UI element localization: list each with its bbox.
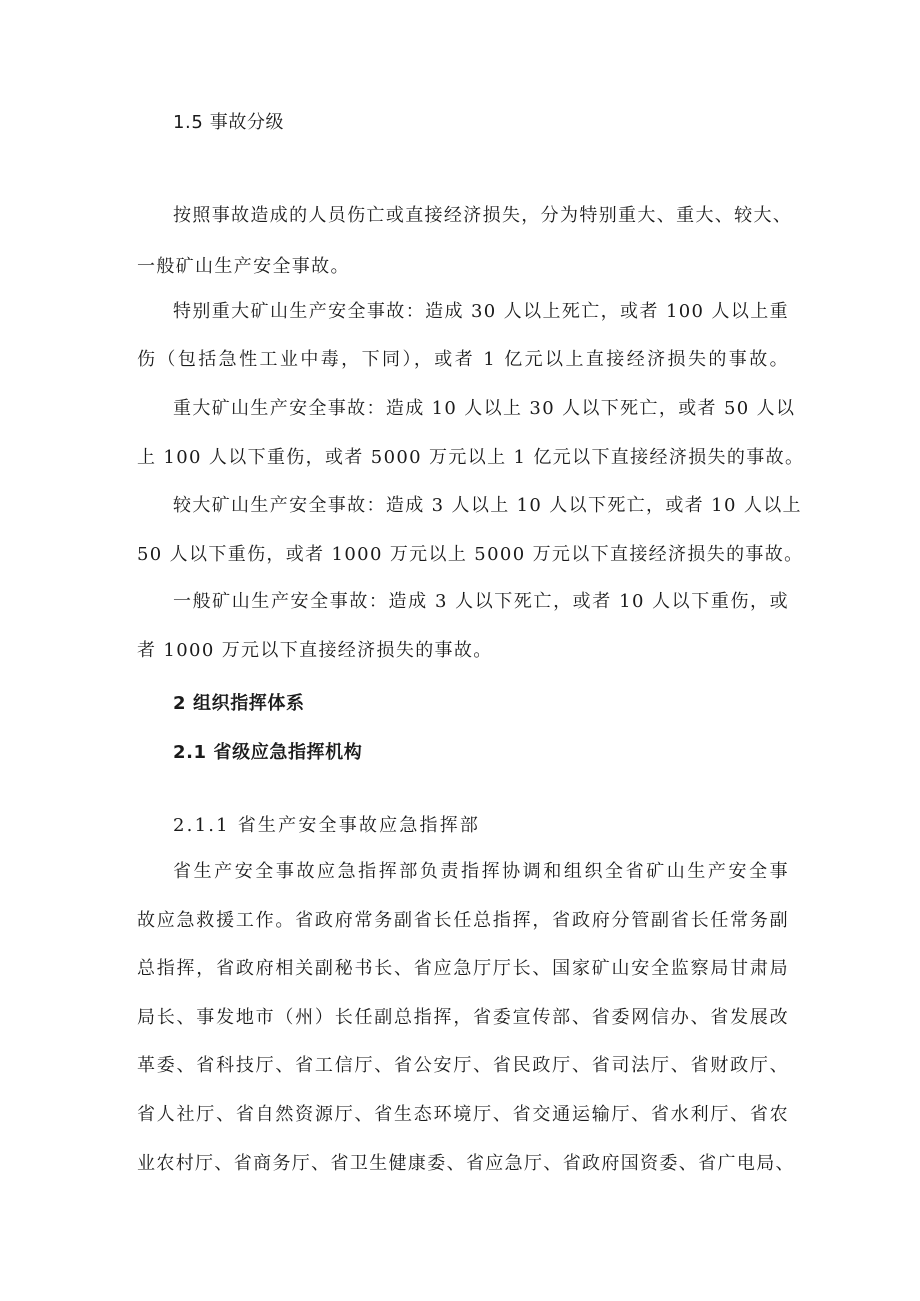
- paragraph-line: 者 1000 万元以下直接经济损失的事故。: [137, 640, 493, 661]
- paragraph-line: 按照事故造成的人员伤亡或直接经济损失，分为特别重大、重大、较大、: [173, 205, 793, 226]
- paragraph-line: 较大矿山生产安全事故：造成 3 人以上 10 人以下死亡，或者 10 人以上: [173, 495, 802, 516]
- heading-1-5: 1.5 事故分级: [173, 112, 285, 133]
- paragraph-line: 局长、事发地市（州）长任副总指挥，省委宣传部、省委网信办、省发展改: [137, 1007, 789, 1028]
- heading-2: 2 组织指挥体系: [173, 693, 305, 714]
- paragraph-line: 故应急救援工作。省政府常务副省长任总指挥，省政府分管副省长任常务副: [137, 910, 789, 931]
- paragraph-line: 省人社厅、省自然资源厅、省生态环境厅、省交通运输厅、省水利厅、省农: [137, 1104, 789, 1125]
- paragraph-line: 业农村厅、省商务厅、省卫生健康委、省应急厅、省政府国资委、省广电局、: [137, 1153, 795, 1174]
- paragraph-line: 一般矿山生产安全事故。: [137, 256, 350, 277]
- paragraph-line: 省生产安全事故应急指挥部负责指挥协调和组织全省矿山生产安全事: [173, 861, 789, 882]
- paragraph-line: 50 人以下重伤，或者 1000 万元以上 5000 万元以下直接经济损失的事故。: [137, 544, 804, 565]
- heading-2-1: 2.1 省级应急指挥机构: [173, 742, 363, 763]
- paragraph-line: 上 100 人以下重伤，或者 5000 万元以上 1 亿元以下直接经济损失的事故。: [137, 447, 805, 468]
- paragraph-line: 革委、省科技厅、省工信厅、省公安厅、省民政厅、省司法厅、省财政厅、: [137, 1055, 789, 1076]
- paragraph-line: 总指挥，省政府相关副秘书长、省应急厅厅长、国家矿山安全监察局甘肃局: [137, 958, 789, 979]
- heading-2-1-1: 2.1.1 省生产安全事故应急指挥部: [173, 815, 481, 836]
- paragraph-line: 伤（包括急性工业中毒，下同），或者 1 亿元以上直接经济损失的事故。: [137, 349, 789, 370]
- paragraph-line: 重大矿山生产安全事故：造成 10 人以上 30 人以下死亡，或者 50 人以: [173, 398, 796, 419]
- paragraph-line: 一般矿山生产安全事故：造成 3 人以下死亡，或者 10 人以下重伤，或: [173, 591, 789, 612]
- paragraph-line: 特别重大矿山生产安全事故：造成 30 人以上死亡，或者 100 人以上重: [173, 301, 789, 322]
